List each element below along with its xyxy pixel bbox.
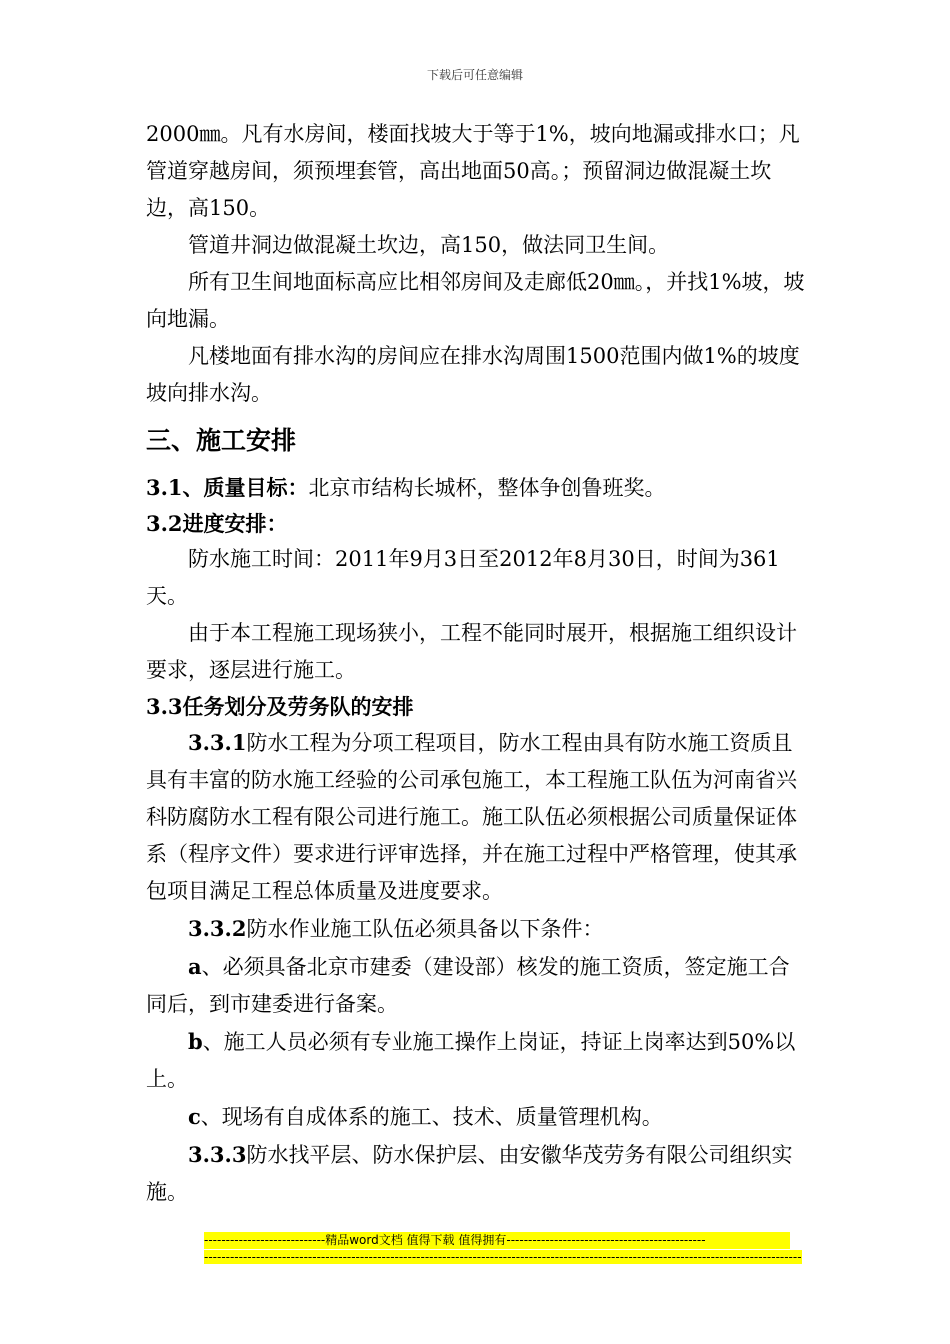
subsection-333: [146, 1136, 810, 1211]
subsection-333-number: 3.3.3: [188, 1142, 247, 1167]
condition-c-label: c: [188, 1104, 201, 1129]
subsection-331-number: 3.3.1: [188, 730, 247, 755]
footer-divider: ------------------------------------------------------------------------------------------------------------------------------------------: [204, 1250, 802, 1264]
paragraph-drain-ditch: 凡楼地面有排水沟的房间应在排水沟周围1500范围内做1%的坡度坡向排水沟。: [146, 344, 800, 405]
paragraph-pipe-shaft: 管道井洞边做混凝土坎边，高150，做法同卫生间。: [188, 233, 670, 257]
schedule-note: 由于本工程施工现场狭小，工程不能同时展开，根据施工组织设计要求，逐层进行施工。: [146, 621, 797, 682]
quality-goal-text: 北京市结构长城杯，整体争创鲁班奖。: [308, 476, 666, 500]
condition-b-text: 、施工人员必须有专业施工操作上岗证，持证上岗率达到50%以上。: [146, 1030, 796, 1091]
page-header: 下载后可任意编辑: [426, 68, 523, 82]
quality-goal-label: 3.1、质量目标：: [146, 475, 309, 500]
schedule-time: 防水施工时间：2011年9月3日至2012年8月30日，时间为361天。: [146, 547, 780, 608]
quality-goal: [146, 470, 810, 506]
schedule-heading: 3.2进度安排：: [146, 511, 288, 536]
condition-b: [146, 1023, 810, 1098]
subsection-331-text: 防水工程为分项工程项目，防水工程由具有防水施工资质且具有丰富的防水施工经验的公司承包施工，本工程施工队伍为河南省兴科防腐防水工程有限公司进行施工。施工队伍必须根据公司质量保证体系（程序文件）要求进行评审选择，并在施工过程中严格管理，使其承包项目满足工程总体质量及进度要求。: [146, 731, 797, 903]
subsection-331: [146, 724, 810, 910]
document-body: [146, 116, 810, 1211]
paragraph-bathroom-floor: 所有卫生间地面标高应比相邻房间及走廊低20㎜。，并找1%坡，坡向地漏。: [146, 270, 805, 331]
condition-a-text: 、必须具备北京市建委（建设部）核发的施工资质，签定施工合同后，到市建委进行备案。: [146, 955, 790, 1016]
subsection-332-text: 防水作业施工队伍必须具备以下条件：: [246, 917, 604, 941]
section-title: 三、施工安排: [146, 426, 297, 455]
subsection-332: [146, 910, 810, 948]
footer-banner: ----------------------------精品word文档 值得下载 值得拥有----------------------------------------------: [204, 1232, 790, 1249]
paragraph-floor-slope: 2000㎜。凡有水房间，楼面找坡大于等于1%，坡向地漏或排水口；凡管道穿越房间，须预埋套管，高出地面50高。；预留洞边做混凝土坎边，高150。: [146, 122, 800, 220]
task-division-heading: 3.3任务划分及劳务队的安排: [146, 694, 414, 719]
subsection-332-number: 3.3.2: [188, 916, 247, 941]
condition-b-label: b: [188, 1029, 203, 1054]
condition-a-label: a: [188, 954, 202, 979]
condition-a: [146, 948, 810, 1023]
subsection-333-text: 防水找平层、防水保护层、由安徽华茂劳务有限公司组织实施。: [146, 1143, 793, 1204]
condition-c-text: 、现场有自成体系的施工、技术、质量管理机构。: [200, 1105, 663, 1129]
condition-c: [146, 1098, 810, 1136]
